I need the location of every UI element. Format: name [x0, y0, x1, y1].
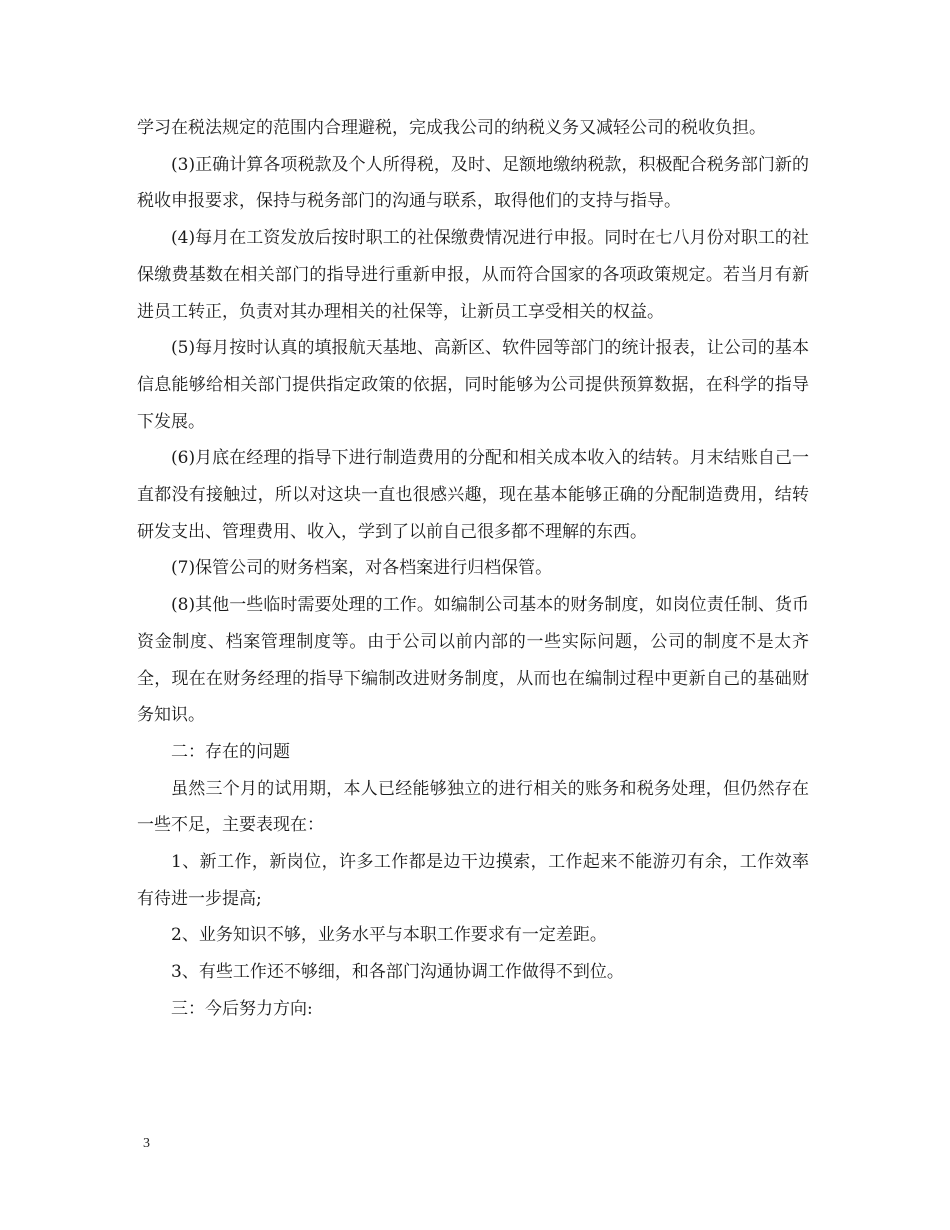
section-heading: 二：存在的问题 — [171, 741, 290, 762]
paragraph: (6)月底在经理的指导下进行制造费用的分配和相关成本收入的结转。月末结账自己一直都没有接触过，所以对这块一直也很感兴趣，现在基本能够正确的分配制造费用，结转研发支出、管理费用、收入，学到了以前自己很多都不理解的东西。 — [137, 448, 809, 542]
paragraph: (4)每月在工资发放后按时职工的社保缴费情况进行申报。同时在七八月份对职工的社保缴费基数在相关部门的指导进行重新申报，从而符合国家的各项政策规定。若当月有新进员工转正，负责对其办理相关的社保等，让新员工享受相关的权益。 — [137, 228, 809, 322]
paragraph: 虽然三个月的试用期，本人已经能够独立的进行相关的账务和税务处理，但仍然存在一些不足，主要表现在： — [137, 778, 809, 836]
paragraph: 学习在税法规定的范围内合理避税，完成我公司的纳税义务又减轻公司的税收负担。 — [137, 118, 766, 138]
document-body — [137, 110, 809, 1028]
paragraph: (8)其他一些临时需要处理的工作。如编制公司基本的财务制度，如岗位责任制、货币资金制度、档案管理制度等。由于公司以前内部的一些实际问题，公司的制度不是太齐全，现在在财务经理的指导下编制改进财务制度，从而也在编制过程中更新自己的基础财务知识。 — [137, 595, 809, 726]
paragraph: (5)每月按时认真的填报航天基地、高新区、软件园等部门的统计报表，让公司的基本信息能够给相关部门提供指定政策的依据，同时能够为公司提供预算数据，在科学的指导下发展。 — [137, 338, 809, 432]
page-number: 3 — [143, 1136, 150, 1151]
list-item: 3、有些工作还不够细，和各部门沟通协调工作做得不到位。 — [171, 962, 624, 983]
paragraph: (7)保管公司的财务档案，对各档案进行归档保管。 — [171, 558, 553, 579]
paragraph: (3)正确计算各项税款及个人所得税，及时、足额地缴纳税款，积极配合税务部门新的税收申报要求，保持与税务部门的沟通与联系，取得他们的支持与指导。 — [137, 154, 809, 212]
list-item: 1、新工作，新岗位，许多工作都是边干边摸索，工作起来不能游刃有余，工作效率有待进一步提高; — [137, 852, 809, 909]
list-item: 2、业务知识不够，业务水平与本职工作要求有一定差距。 — [171, 925, 607, 946]
section-heading: 三：今后努力方向: — [171, 998, 313, 1019]
